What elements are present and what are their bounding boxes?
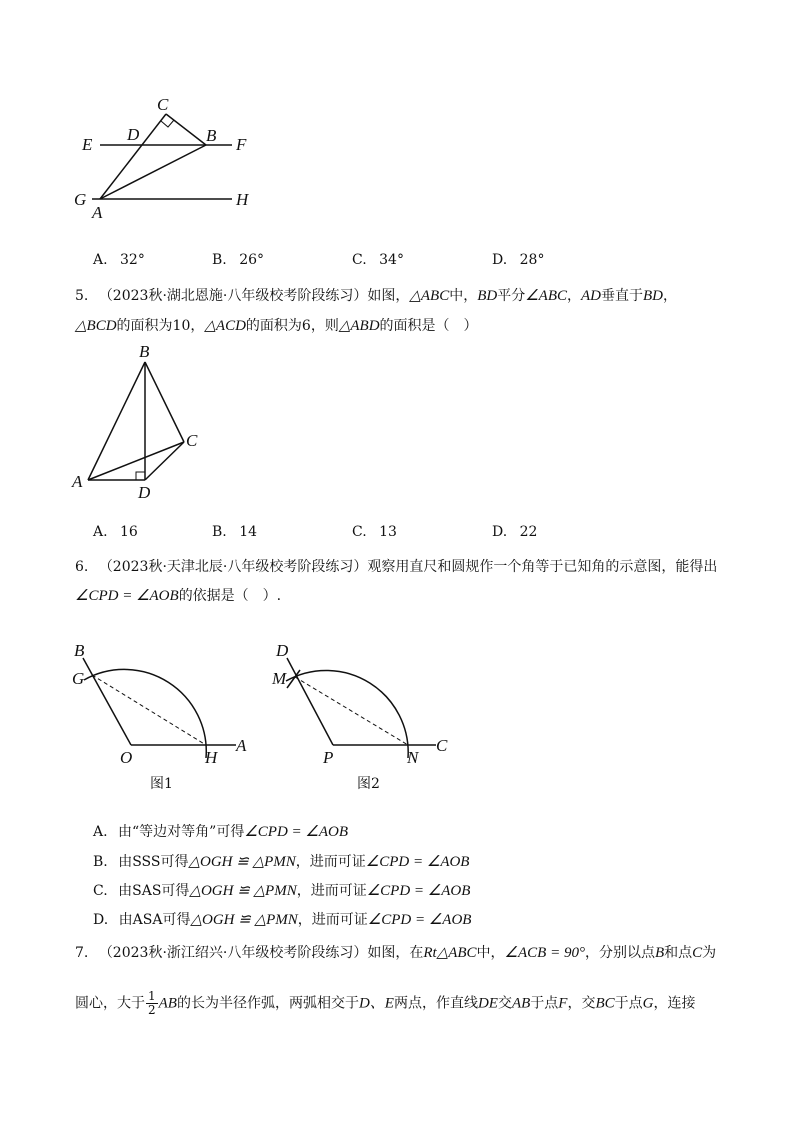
option-text: ，进而可证 (297, 912, 368, 928)
text: 的面积为6，则 (245, 318, 339, 334)
text: ，交 (567, 995, 596, 1012)
math-angle-eq: ∠CPD = ∠AOB (75, 588, 179, 604)
label-b: B (206, 126, 217, 145)
label-a: A (72, 472, 83, 491)
option-text: 由“等边对等角”可得 (118, 824, 245, 840)
label-g: G (72, 669, 85, 688)
option-value: 16 (120, 524, 138, 540)
text: 中， (476, 945, 505, 961)
q6-option-a[interactable] (93, 821, 348, 841)
math-c: C (692, 945, 703, 961)
question-number: 6. (75, 559, 89, 575)
label-c: C (157, 95, 169, 114)
math-bd: BD (643, 288, 663, 304)
option-letter: D. (492, 524, 508, 540)
label-d: D (127, 125, 140, 144)
option-text: 由ASA可得 (118, 912, 191, 928)
q6-option-c[interactable] (93, 880, 470, 900)
math-angle-eq: ∠CPD = ∠AOB (365, 854, 470, 870)
label-h: H (236, 190, 249, 209)
question-number: 7. (75, 945, 89, 961)
caption-fig2: 图2 (357, 776, 380, 792)
math-tri-bcd: △BCD (75, 318, 117, 334)
text: 于点 (614, 995, 643, 1012)
text: 交 (497, 995, 512, 1012)
label-p: P (323, 748, 334, 767)
question-number: 5. (75, 288, 89, 304)
math-angle-acb: ∠ACB = 90° (504, 945, 585, 961)
math-angle-eq: ∠CPD = ∠AOB (367, 912, 472, 928)
math-f: F (558, 995, 568, 1012)
option-value: 14 (239, 524, 258, 540)
math-congruence: △OGH ≌ △PMN (190, 912, 298, 928)
math-rt-abc: Rt△ABC (423, 945, 477, 961)
question-text: 的依据是（ ）. (178, 588, 282, 604)
option-text: ，进而可证 (296, 883, 367, 899)
math-ab: AB (511, 995, 531, 1012)
option-letter: C. (93, 883, 108, 899)
text: ，分别以点 (584, 945, 655, 961)
text: 的长为半径作弧，两弧相交于 (176, 995, 359, 1012)
option-value: 34° (379, 252, 404, 268)
q7-line-1 (75, 942, 716, 962)
caption-fig1: 图1 (150, 776, 173, 792)
math-ab: AB (158, 995, 177, 1012)
option-letter: B. (212, 252, 227, 268)
math-congruence: △OGH ≌ △PMN (188, 854, 296, 870)
label-m: M (272, 669, 287, 688)
q7-line-2 (75, 990, 695, 1017)
label-g: G (74, 190, 87, 209)
math-tri-abc: △ABC (409, 288, 450, 304)
question-source: （2023秋·浙江绍兴·八年级校考阶段练习）如图，在 (98, 945, 424, 961)
dashed-mn (295, 677, 408, 745)
fraction-numerator: 1 (148, 989, 156, 1003)
label-h: H (205, 748, 218, 767)
text: 中， (449, 288, 478, 304)
math-de-line: DE (477, 995, 498, 1012)
math-congruence: △OGH ≌ △PMN (189, 883, 297, 899)
text: ，连接 (653, 995, 696, 1012)
label-a: A (92, 203, 103, 222)
option-letter: C. (352, 524, 367, 540)
text: 两点，作直线 (393, 995, 478, 1012)
math-tri-abd: △ABD (338, 318, 380, 334)
text: 为 (702, 945, 717, 961)
option-text: 由SSS可得 (118, 854, 189, 870)
math-b: B (654, 945, 665, 961)
math-angle-eq: ∠CPD = ∠AOB (366, 883, 471, 899)
text: 于点 (530, 995, 559, 1012)
option-letter: A. (93, 524, 108, 540)
option-value: 22 (519, 524, 538, 540)
math-angle-eq: ∠CPD = ∠AOB (244, 824, 349, 840)
label-n: N (407, 748, 419, 767)
math-de-points: D、E (358, 995, 394, 1012)
option-letter: A. (93, 824, 108, 840)
text: 圆心，大于 (75, 995, 145, 1012)
math-g: G (642, 995, 654, 1012)
option-letter: D. (492, 252, 508, 268)
text: ， (663, 288, 677, 304)
label-a: A (236, 736, 247, 755)
option-value: 28° (519, 252, 545, 268)
label-b: B (74, 641, 85, 660)
option-value: 32° (120, 252, 145, 268)
question-source: （2023秋·湖北恩施·八年级校考阶段练习）如图， (98, 288, 410, 304)
fraction-one-half (146, 990, 158, 1017)
label-e: E (82, 135, 93, 154)
label-b: B (139, 342, 150, 361)
text: 的面积是（ ） (379, 318, 478, 334)
q6-option-d[interactable] (93, 909, 471, 929)
math-bc: BC (595, 995, 615, 1012)
option-letter: B. (212, 524, 227, 540)
text: 和点 (664, 945, 693, 961)
math-angle-abc: ∠ABC (525, 288, 567, 304)
option-letter: C. (352, 252, 367, 268)
label-c: C (436, 736, 448, 755)
question-text: （2023秋·天津北辰·八年级校考阶段练习）观察用直尺和圆规作一个角等于已知角的示意图，能得出 (98, 559, 718, 575)
option-letter: D. (93, 912, 109, 928)
option-value: 26° (239, 252, 265, 268)
option-letter: B. (93, 854, 108, 870)
option-value: 13 (379, 524, 397, 540)
text: ， (567, 288, 581, 304)
label-d: D (276, 641, 289, 660)
label-c: C (186, 431, 198, 450)
text: 垂直于 (601, 288, 643, 304)
option-letter: A. (93, 252, 108, 268)
text: 平分 (497, 288, 526, 304)
q6-option-b[interactable] (93, 851, 469, 871)
label-d: D (138, 483, 151, 502)
math-bd: BD (477, 288, 498, 304)
option-text: 由SAS可得 (118, 883, 190, 899)
text: 的面积为10， (116, 318, 205, 334)
label-f: F (236, 135, 247, 154)
math-tri-acd: △ACD (204, 318, 246, 334)
label-o: O (120, 748, 133, 767)
option-text: ，进而可证 (295, 854, 366, 870)
fraction-denominator: 2 (148, 1003, 156, 1017)
math-ad: AD (581, 288, 601, 304)
